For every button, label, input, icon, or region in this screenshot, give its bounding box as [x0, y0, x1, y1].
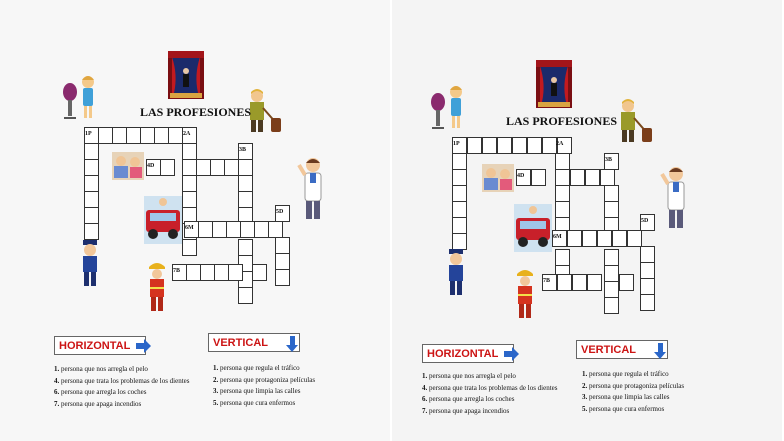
- grid-marker-2: 2A: [183, 131, 191, 137]
- clue-item: 7. persona que apaga incendios: [54, 399, 142, 408]
- grid-cell[interactable]: [452, 153, 467, 170]
- grid-cell[interactable]: [555, 169, 570, 186]
- worksheet-title: LAS PROFESIONES: [140, 105, 252, 119]
- clue-item: 6. persona que arregla los coches: [422, 395, 515, 403]
- grid-cell[interactable]: [604, 265, 619, 282]
- grid-cell[interactable]: [604, 281, 619, 298]
- horizontal-label: HORIZONTAL: [427, 347, 499, 360]
- grid-cell[interactable]: [182, 175, 197, 192]
- grid-cell[interactable]: [640, 262, 655, 279]
- grid-marker-1: 1P: [453, 141, 460, 147]
- grid-cell[interactable]: [98, 127, 113, 144]
- grid-cell[interactable]: [210, 159, 225, 176]
- grid-cell[interactable]: [84, 159, 99, 176]
- grid-cell[interactable]: [555, 185, 570, 202]
- clue-item: 7. persona que apaga incendios: [422, 406, 510, 415]
- grid-cell[interactable]: [452, 217, 467, 234]
- theater-stage-icon: [168, 51, 204, 99]
- clue-item: 1. persona que regula el tráfico: [213, 364, 300, 372]
- grid-cell[interactable]: [604, 201, 619, 218]
- grid-marker-1: 1P: [85, 131, 92, 137]
- grid-cell[interactable]: [226, 221, 241, 238]
- grid-cell[interactable]: [275, 253, 290, 270]
- worksheet-right: [392, 0, 782, 441]
- grid-cell[interactable]: [570, 169, 585, 186]
- grid-cell[interactable]: [467, 137, 482, 154]
- grid-cell[interactable]: [452, 169, 467, 186]
- grid-cell[interactable]: [182, 159, 197, 176]
- grid-cell[interactable]: [224, 159, 239, 176]
- grid-cell[interactable]: [154, 127, 169, 144]
- clue-item: 3. persona que limpia las calles: [213, 387, 301, 395]
- grid-cell[interactable]: [600, 169, 615, 186]
- grid-cell[interactable]: [567, 230, 582, 247]
- grid-cell[interactable]: [238, 239, 253, 256]
- grid-cell[interactable]: [238, 159, 253, 176]
- grid-cell[interactable]: [182, 143, 197, 160]
- grid-cell[interactable]: [196, 159, 211, 176]
- firefighter-icon: [514, 268, 536, 320]
- clue-item: 5. persona que cura enfermos: [213, 398, 296, 407]
- grid-cell[interactable]: [198, 221, 213, 238]
- grid-marker-4: 4D: [147, 163, 155, 169]
- grid-cell[interactable]: [452, 233, 467, 250]
- firefighter-icon: [146, 261, 168, 313]
- grid-cell[interactable]: [604, 297, 619, 314]
- grid-cell[interactable]: [542, 137, 557, 154]
- grid-cell[interactable]: [254, 221, 269, 238]
- grid-marker-3: 3B: [605, 157, 613, 163]
- grid-cell[interactable]: [84, 175, 99, 192]
- grid-cell[interactable]: [555, 201, 570, 218]
- grid-cell[interactable]: [527, 137, 542, 154]
- grid-marker-4: 4D: [517, 173, 525, 179]
- grid-cell[interactable]: [640, 294, 655, 311]
- vertical-label: VERTICAL: [213, 336, 268, 349]
- grid-cell[interactable]: [228, 264, 243, 281]
- grid-cell[interactable]: [268, 221, 283, 238]
- grid-cell[interactable]: [84, 223, 99, 240]
- grid-cell[interactable]: [585, 169, 600, 186]
- grid-cell[interactable]: [512, 137, 527, 154]
- clue-item: 2. persona que protagoniza películas: [213, 375, 316, 384]
- grid-cell[interactable]: [168, 127, 183, 144]
- grid-marker-5: 5D: [641, 218, 649, 224]
- clue-item: 1. persona que regula el tráfico: [582, 370, 669, 378]
- mechanic-scene-icon: [144, 196, 182, 244]
- vertical-clues: [213, 363, 315, 409]
- grid-cell[interactable]: [182, 239, 197, 256]
- grid-cell[interactable]: [275, 237, 290, 254]
- grid-cell[interactable]: [214, 264, 229, 281]
- grid-marker-7: 7B: [543, 278, 551, 284]
- grid-cell[interactable]: [84, 143, 99, 160]
- arrow-right-icon: [136, 343, 145, 349]
- arrow-down-icon: [658, 343, 663, 353]
- vertical-heading: [208, 333, 300, 352]
- grid-cell[interactable]: [212, 221, 227, 238]
- clue-item: 3. persona que limpia las calles: [582, 393, 670, 401]
- grid-cell[interactable]: [238, 287, 253, 304]
- street-sweeper-icon: [614, 98, 654, 144]
- grid-cell[interactable]: [140, 127, 155, 144]
- clue-item: 4. persona que trata los problemas de los dientes: [54, 376, 190, 385]
- hairdresser-icon: [430, 82, 466, 132]
- grid-cell[interactable]: [627, 230, 642, 247]
- grid-cell[interactable]: [572, 274, 587, 291]
- grid-cell[interactable]: [182, 191, 197, 208]
- grid-cell[interactable]: [200, 264, 215, 281]
- clue-item: 6. persona que arregla los coches: [54, 388, 147, 396]
- horizontal-label: HORIZONTAL: [59, 339, 131, 352]
- horizontal-clues: [422, 371, 558, 417]
- grid-marker-7: 7B: [173, 268, 181, 274]
- grid-cell[interactable]: [619, 274, 634, 291]
- grid-cell[interactable]: [557, 274, 572, 291]
- grid-cell[interactable]: [612, 230, 627, 247]
- police-officer-icon: [444, 249, 468, 297]
- clue-item: 1. persona que nos arregla el pelo: [422, 372, 516, 380]
- grid-cell[interactable]: [452, 185, 467, 202]
- grid-cell[interactable]: [587, 274, 602, 291]
- worksheet-left: [0, 0, 390, 441]
- vertical-label: VERTICAL: [581, 343, 636, 356]
- grid-marker-3: 3B: [239, 147, 247, 153]
- dentist-scene-icon: [482, 164, 514, 192]
- mechanic-scene-icon: [514, 204, 552, 252]
- grid-cell[interactable]: [604, 185, 619, 202]
- grid-cell[interactable]: [640, 278, 655, 295]
- doctor-icon: [660, 164, 690, 230]
- grid-cell[interactable]: [482, 137, 497, 154]
- grid-marker-6: 6M: [185, 225, 194, 231]
- grid-cell[interactable]: [238, 191, 253, 208]
- grid-cell[interactable]: [112, 127, 127, 144]
- clue-item: 2. persona que protagoniza películas: [582, 381, 685, 390]
- grid-marker-6: 6M: [553, 234, 562, 240]
- grid-cell[interactable]: [275, 269, 290, 286]
- clue-item: 5. persona que cura enfermos: [582, 404, 665, 413]
- grid-cell[interactable]: [238, 175, 253, 192]
- grid-cell[interactable]: [604, 249, 619, 266]
- horizontal-heading: [54, 336, 146, 355]
- arrow-down-icon: [290, 336, 295, 346]
- vertical-heading: [576, 340, 668, 359]
- worksheet-title: LAS PROFESIONES: [506, 114, 618, 128]
- hairdresser-icon: [62, 72, 98, 122]
- grid-cell[interactable]: [160, 159, 175, 176]
- grid-cell[interactable]: [186, 264, 201, 281]
- clue-item: 4. persona que trata los problemas de los dientes: [422, 383, 558, 392]
- clue-item: 1. persona que nos arregla el pelo: [54, 365, 148, 373]
- grid-cell[interactable]: [452, 201, 467, 218]
- grid-cell[interactable]: [555, 249, 570, 266]
- grid-cell[interactable]: [582, 230, 597, 247]
- grid-cell[interactable]: [84, 207, 99, 224]
- theater-stage-icon: [536, 60, 572, 108]
- grid-cell[interactable]: [126, 127, 141, 144]
- arrow-right-icon: [504, 351, 513, 357]
- grid-cell[interactable]: [240, 221, 255, 238]
- police-officer-icon: [78, 240, 102, 288]
- grid-cell[interactable]: [555, 153, 570, 170]
- dentist-scene-icon: [112, 152, 144, 180]
- grid-marker-2: 2A: [556, 141, 564, 147]
- horizontal-clues: [54, 364, 190, 410]
- grid-cell[interactable]: [84, 191, 99, 208]
- horizontal-heading: [422, 344, 514, 363]
- vertical-clues: [582, 369, 684, 415]
- grid-cell[interactable]: [497, 137, 512, 154]
- grid-cell[interactable]: [531, 169, 546, 186]
- grid-marker-5: 5D: [276, 209, 284, 215]
- grid-cell[interactable]: [252, 264, 267, 281]
- doctor-icon: [297, 155, 327, 221]
- grid-cell[interactable]: [640, 246, 655, 263]
- grid-cell[interactable]: [597, 230, 612, 247]
